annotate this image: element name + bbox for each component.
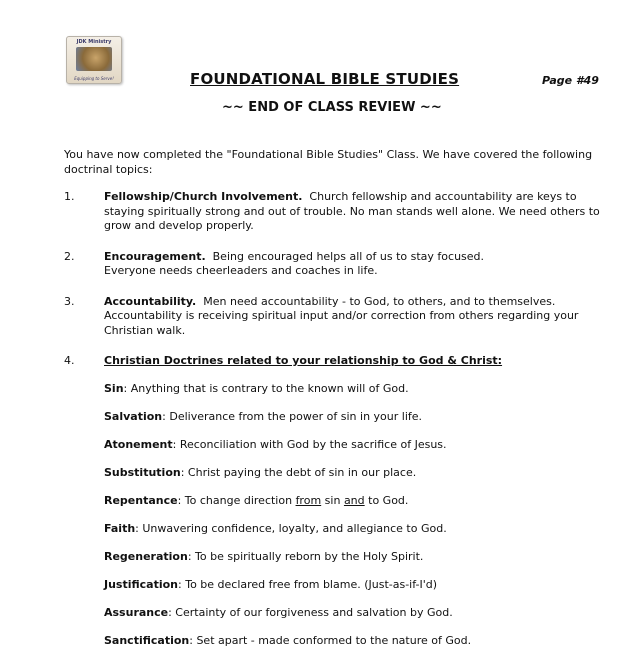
definition-term: Sin bbox=[104, 381, 124, 395]
definition-atonement bbox=[104, 438, 600, 453]
list-item-accountability bbox=[64, 295, 600, 339]
definition-text: : To be declared free from blame. (Just-as-if-I'd) bbox=[178, 577, 437, 591]
definition-sanctification bbox=[104, 634, 600, 649]
definition-text: : To be spiritually reborn by the Holy Spirit. bbox=[187, 549, 424, 563]
definition-repentance bbox=[104, 494, 600, 509]
item-heading: Christian Doctrines related to your relationship to God & Christ: bbox=[104, 354, 503, 367]
definition-text: : To change direction bbox=[177, 493, 296, 507]
definition-term: Atonement bbox=[104, 437, 173, 451]
page-subtitle: ~~ END OF CLASS REVIEW ~~ bbox=[222, 100, 442, 115]
definition-term: Faith bbox=[104, 521, 136, 535]
definition-text: : Unwavering confidence, loyalty, and allegiance to God. bbox=[135, 521, 447, 535]
definition-emphasis-from: from bbox=[295, 493, 322, 507]
definition-text: sin bbox=[321, 493, 344, 507]
definition-regeneration bbox=[104, 550, 600, 565]
definition-text: : Reconciliation with God by the sacrifice of Jesus. bbox=[172, 437, 447, 451]
definition-text: : Set apart - made conformed to the nature of God. bbox=[189, 633, 472, 647]
definition-sin bbox=[104, 382, 600, 397]
definition-text: : Deliverance from the power of sin in your life. bbox=[162, 409, 423, 423]
logo-top-text: JDK Ministry bbox=[76, 39, 112, 45]
item-body: Men need accountability - to God, to others, and to themselves. Accountability is receiving spiritual input and/or correction from others regarding your Christian walk. bbox=[104, 294, 579, 337]
definition-term: Substitution bbox=[104, 465, 181, 479]
definition-term: Assurance bbox=[104, 605, 169, 619]
document-body bbox=[64, 148, 600, 662]
item-body: Church fellowship and accountability are keys to staying spiritually strong and out of trouble. No man stands well alone. We need others to grow and develop properly. bbox=[104, 190, 600, 232]
item-body: Being encouraged helps all of us to stay focused. bbox=[212, 249, 485, 263]
item-number: 4. bbox=[64, 354, 75, 367]
definition-emphasis-and: and bbox=[343, 493, 365, 507]
definition-term: Repentance bbox=[104, 493, 178, 507]
definition-text: : Certainty of our forgiveness and salvation by God. bbox=[168, 605, 453, 619]
definition-text: : Anything that is contrary to the known will of God. bbox=[123, 381, 409, 395]
item-text bbox=[104, 295, 600, 339]
page-title: FOUNDATIONAL BIBLE STUDIES bbox=[190, 70, 460, 88]
definition-faith bbox=[104, 522, 600, 537]
item-body-line2: Everyone needs cheerleaders and coaches in life. bbox=[104, 264, 378, 277]
definition-text: to God. bbox=[364, 493, 409, 507]
item-heading: Accountability. bbox=[104, 294, 197, 308]
definition-text: : Christ paying the debt of sin in our place. bbox=[180, 465, 417, 479]
definition-term: Justification bbox=[104, 577, 179, 591]
list-item-doctrines bbox=[64, 354, 600, 369]
item-text bbox=[104, 250, 600, 279]
logo-tagline: Equipping to Serve! bbox=[74, 76, 114, 81]
definition-salvation bbox=[104, 410, 600, 425]
ministry-logo bbox=[66, 36, 122, 84]
item-number: 2. bbox=[64, 249, 75, 263]
item-text bbox=[104, 190, 600, 234]
item-heading: Fellowship/Church Involvement. bbox=[104, 190, 303, 203]
logo-image bbox=[76, 47, 112, 71]
item-number: 1. bbox=[64, 190, 75, 203]
item-text bbox=[104, 354, 600, 369]
definition-assurance bbox=[104, 606, 600, 621]
intro-paragraph: You have now completed the "Foundational Bible Studies" Class. We have covered the following doctrinal topics: bbox=[64, 148, 593, 176]
definition-justification bbox=[104, 578, 600, 593]
definition-substitution bbox=[104, 466, 600, 481]
list-item-encouragement bbox=[64, 250, 600, 279]
definition-term: Regeneration bbox=[104, 549, 188, 563]
doctrine-definitions bbox=[104, 382, 600, 649]
page-number: Page #49 bbox=[542, 74, 599, 87]
definition-term: Sanctification bbox=[104, 633, 190, 647]
list-item-fellowship bbox=[64, 190, 600, 234]
item-number: 3. bbox=[64, 294, 75, 308]
item-heading: Encouragement. bbox=[104, 249, 206, 263]
definition-term: Salvation bbox=[104, 409, 163, 423]
